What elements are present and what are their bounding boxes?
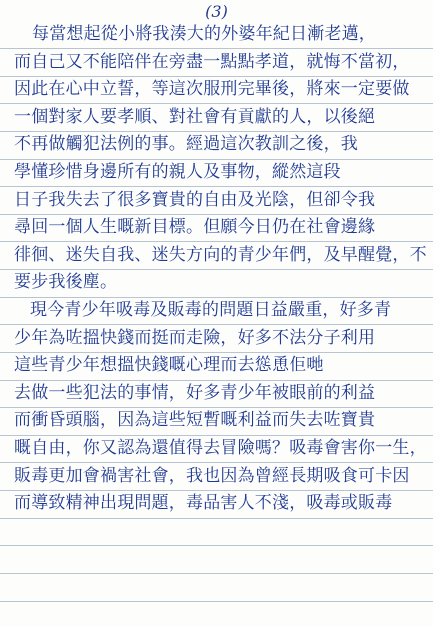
text-line: 學懂珍惜身邊所有的親人及事物，縱然這段 — [14, 161, 341, 182]
ruled-line — [0, 573, 433, 574]
page-number: (3) — [205, 2, 228, 21]
text-line: 而自己又不能陪伴在旁盡一點點孝道，就悔不當初， — [14, 51, 410, 72]
text-line: 日子我失去了很多寶貴的自由及光陰，但卻令我 — [14, 189, 376, 210]
text-line: 徘徊、迷失自我、迷失方向的青少年們，及早醒覺，不 — [14, 244, 427, 265]
ruled-line — [0, 518, 433, 519]
text-line: 販毒更加會禍害社會，我也因為曾經長期吸食可卡因 — [14, 465, 410, 486]
text-line: 而衝昏頭腦，因為這些短暫嘅利益而失去咗寶貴 — [14, 410, 376, 431]
text-line: 因此在心中立誓，等這次服刑完畢後，將來一定要做 — [14, 79, 410, 100]
text-line: 不再做觸犯法例的事。經過這次教訓之後，我 — [14, 134, 358, 155]
text-line: 每當想起從小將我湊大的外婆年紀日漸老邁， — [32, 24, 376, 44]
text-line: 而導致精神出現問題，毒品害人不淺，吸毒或販毒 — [14, 493, 393, 514]
text-line: 尋回一個人生嘅新目標。但願今日仍在社會邊緣 — [14, 217, 376, 238]
text-line: 要步我後塵。 — [14, 272, 118, 293]
handwritten-text-body — [0, 21, 433, 518]
ruled-line — [0, 601, 433, 602]
text-line: 少年為咗搵快錢而挺而走險，好多不法分子利用 — [14, 327, 376, 348]
text-line: 現今青少年吸毒及販毒的問題日益嚴重，好多青 — [30, 299, 392, 320]
text-line: 嘅自由，你又認為還值得去冒險嗎？吸毒會害你一生， — [14, 437, 427, 458]
text-line: 去做一些犯法的事情，好多青少年被眼前的利益 — [14, 382, 376, 403]
ruled-line — [0, 545, 433, 546]
text-line: 這些青少年想搵快錢嘅心理而去慫恿佢哋 — [14, 355, 324, 376]
text-line: 一個對家人要孝順、對社會有貢獻的人，以後絕 — [14, 106, 376, 127]
